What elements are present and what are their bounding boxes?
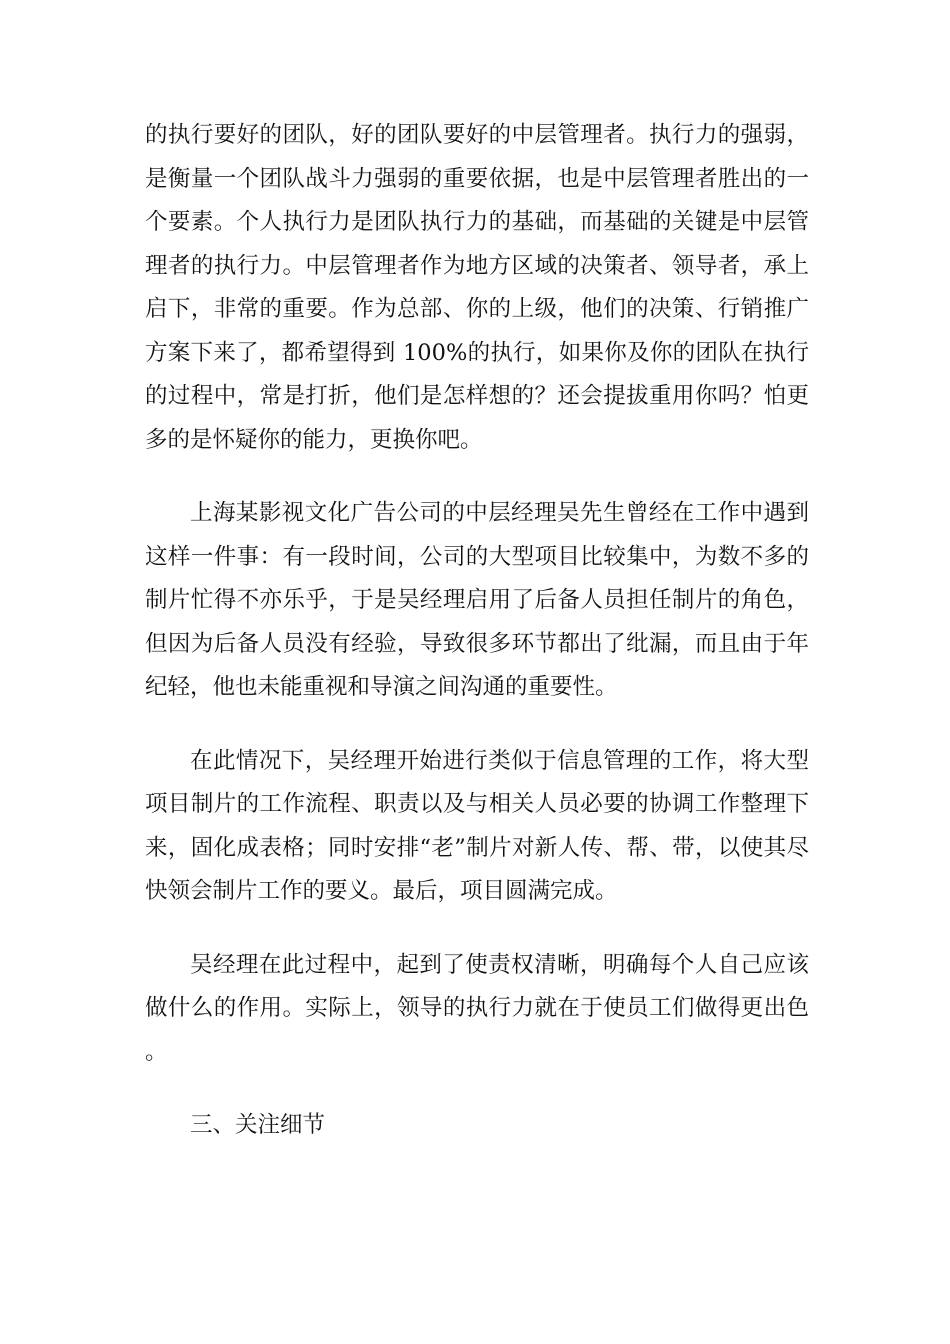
paragraph-conclusion: 吴经理在此过程中，起到了使责权清晰，明确每个人自己应该做什么的作用。实际上，领导的执行力就在于使员工们做得更出色。	[145, 951, 809, 1065]
section-heading: 三、关注细节	[190, 1112, 326, 1138]
paragraph-case-story: 上海某影视文化广告公司的中层经理吴先生曾经在工作中遇到这样一件事：有一段时间，公司的大型项目比较集中，为数不多的制片忙得不亦乐乎，于是吴经理启用了后备人员担任制片的角色，但因为后备人员没有经验，导致很多环节都出了纰漏，而且由于年纪轻，他也未能重视和导演之间沟通的重要性。	[145, 500, 809, 700]
document-body	[145, 114, 809, 1148]
paragraph-continuation: 的执行要好的团队，好的团队要好的中层管理者。执行力的强弱，是衡量一个团队战斗力强弱的重要依据，也是中层管理者胜出的一个要素。个人执行力是团队执行力的基础，而基础的关键是中层管理者的执行力。中层管理者作为地方区域的决策者、领导者，承上启下，非常的重要。作为总部、你的上级，他们的决策、行销推广方案下来了，都希望得到 100%的执行，如果你及你的团队在执行的过程中，常是打折，他们是怎样想的？还会提拔重用你吗？怕更多的是怀疑你的能力，更换你吧。	[145, 122, 809, 453]
paragraph-solution: 在此情况下，吴经理开始进行类似于信息管理的工作，将大型项目制片的工作流程、职责以及与相关人员必要的协调工作整理下来，固化成表格；同时安排“老”制片对新人传、帮、带，以使其尽快领会制片工作的要义。最后，项目圆满完成。	[145, 747, 809, 904]
